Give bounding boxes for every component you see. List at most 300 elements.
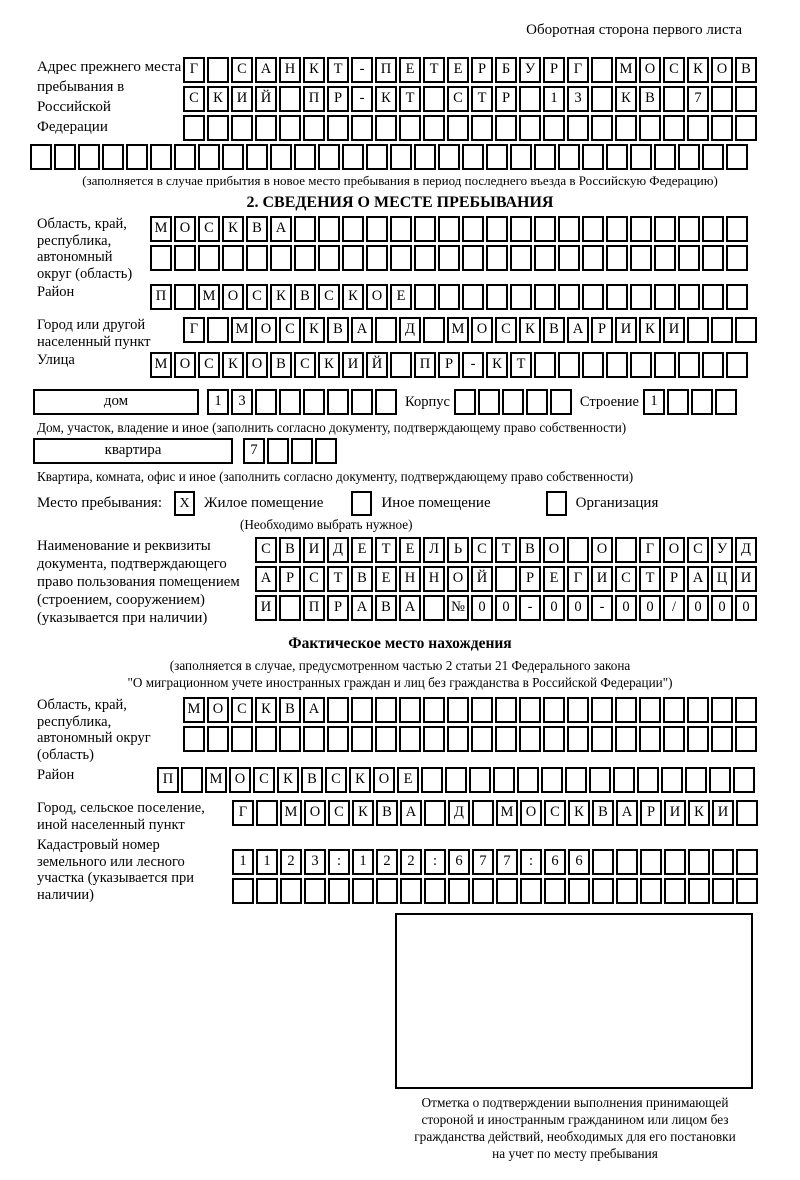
form-cell[interactable]: В — [294, 284, 316, 310]
form-cell[interactable] — [712, 878, 734, 904]
form-cell[interactable] — [615, 537, 637, 563]
form-cell[interactable] — [342, 245, 364, 271]
form-cell[interactable] — [207, 317, 229, 343]
form-cell[interactable]: 0 — [567, 595, 589, 621]
form-cell[interactable] — [582, 245, 604, 271]
form-cell[interactable]: Б — [495, 57, 517, 83]
form-cell[interactable]: С — [615, 566, 637, 592]
form-cell[interactable]: Д — [399, 317, 421, 343]
form-cell[interactable]: 0 — [687, 595, 709, 621]
form-cell[interactable]: Р — [543, 57, 565, 83]
form-cell[interactable] — [502, 389, 524, 415]
form-cell[interactable] — [637, 767, 659, 793]
form-cell[interactable] — [351, 697, 373, 723]
form-cell[interactable]: К — [255, 697, 277, 723]
form-cell[interactable] — [712, 849, 734, 875]
form-cell[interactable] — [472, 878, 494, 904]
form-cell[interactable]: А — [351, 595, 373, 621]
form-cell[interactable] — [558, 352, 580, 378]
form-cell[interactable] — [30, 144, 52, 170]
form-cell[interactable] — [174, 284, 196, 310]
form-cell[interactable] — [711, 86, 733, 112]
form-cell[interactable] — [654, 216, 676, 242]
form-cell[interactable]: К — [277, 767, 299, 793]
form-cell[interactable] — [423, 115, 445, 141]
form-cell[interactable] — [279, 595, 301, 621]
form-cell[interactable] — [709, 767, 731, 793]
form-cell[interactable]: 0 — [615, 595, 637, 621]
form-cell[interactable] — [735, 726, 757, 752]
form-cell[interactable] — [270, 144, 292, 170]
form-cell[interactable] — [303, 115, 325, 141]
form-cell[interactable] — [606, 245, 628, 271]
form-cell[interactable] — [183, 115, 205, 141]
form-cell[interactable] — [493, 767, 515, 793]
form-cell[interactable] — [291, 438, 313, 464]
form-cell[interactable] — [592, 878, 614, 904]
form-cell[interactable] — [327, 389, 349, 415]
form-cell[interactable] — [568, 878, 590, 904]
form-cell[interactable] — [520, 878, 542, 904]
form-cell[interactable] — [702, 216, 724, 242]
form-cell[interactable]: В — [279, 537, 301, 563]
form-cell[interactable]: Г — [183, 317, 205, 343]
form-cell[interactable]: В — [327, 317, 349, 343]
form-cell[interactable]: Р — [663, 566, 685, 592]
form-cell[interactable] — [390, 216, 412, 242]
form-cell[interactable] — [448, 878, 470, 904]
form-cell[interactable] — [327, 726, 349, 752]
form-cell[interactable] — [390, 144, 412, 170]
form-cell[interactable] — [222, 245, 244, 271]
form-cell[interactable] — [256, 800, 278, 826]
form-cell[interactable] — [687, 317, 709, 343]
form-cell[interactable] — [711, 115, 733, 141]
form-cell[interactable]: Ц — [711, 566, 733, 592]
form-cell[interactable] — [678, 216, 700, 242]
form-cell[interactable]: 1 — [543, 86, 565, 112]
form-cell[interactable]: Е — [397, 767, 419, 793]
form-cell[interactable] — [421, 767, 443, 793]
form-cell[interactable] — [517, 767, 539, 793]
form-cell[interactable]: А — [400, 800, 422, 826]
form-cell[interactable]: Т — [423, 57, 445, 83]
form-cell[interactable] — [667, 389, 689, 415]
form-cell[interactable] — [342, 216, 364, 242]
form-cell[interactable] — [616, 849, 638, 875]
form-cell[interactable]: И — [255, 595, 277, 621]
form-cell[interactable] — [207, 115, 229, 141]
form-cell[interactable]: - — [351, 57, 373, 83]
form-cell[interactable] — [615, 726, 637, 752]
form-cell[interactable] — [567, 537, 589, 563]
form-cell[interactable] — [550, 389, 572, 415]
form-cell[interactable]: В — [592, 800, 614, 826]
form-cell[interactable]: М — [198, 284, 220, 310]
form-cell[interactable]: К — [568, 800, 590, 826]
form-cell[interactable]: О — [304, 800, 326, 826]
form-cell[interactable]: И — [615, 317, 637, 343]
form-cell[interactable]: Р — [327, 595, 349, 621]
form-cell[interactable]: № — [447, 595, 469, 621]
form-cell[interactable]: Й — [255, 86, 277, 112]
form-cell[interactable]: Е — [447, 57, 469, 83]
form-cell[interactable] — [630, 245, 652, 271]
form-cell[interactable]: 1 — [256, 849, 278, 875]
form-cell[interactable] — [375, 726, 397, 752]
form-cell[interactable]: В — [639, 86, 661, 112]
form-cell[interactable] — [174, 144, 196, 170]
form-cell[interactable] — [414, 144, 436, 170]
form-cell[interactable] — [663, 115, 685, 141]
form-cell[interactable]: К — [222, 352, 244, 378]
form-cell[interactable] — [735, 86, 757, 112]
form-cell[interactable]: К — [349, 767, 371, 793]
form-cell[interactable] — [318, 216, 340, 242]
form-cell[interactable]: В — [301, 767, 323, 793]
form-cell[interactable] — [534, 245, 556, 271]
form-cell[interactable] — [279, 115, 301, 141]
form-cell[interactable] — [390, 245, 412, 271]
form-cell[interactable] — [654, 352, 676, 378]
form-cell[interactable] — [375, 115, 397, 141]
form-cell[interactable] — [246, 245, 268, 271]
form-cell[interactable] — [495, 566, 517, 592]
form-cell[interactable]: А — [687, 566, 709, 592]
form-cell[interactable] — [592, 849, 614, 875]
form-cell[interactable] — [486, 216, 508, 242]
form-cell[interactable]: К — [318, 352, 340, 378]
form-cell[interactable]: М — [150, 216, 172, 242]
form-cell[interactable]: 6 — [448, 849, 470, 875]
form-cell[interactable] — [279, 389, 301, 415]
form-cell[interactable]: 7 — [472, 849, 494, 875]
form-cell[interactable] — [591, 726, 613, 752]
form-cell[interactable] — [589, 767, 611, 793]
form-cell[interactable]: К — [486, 352, 508, 378]
form-cell[interactable] — [438, 144, 460, 170]
form-cell[interactable] — [486, 144, 508, 170]
form-cell[interactable] — [582, 144, 604, 170]
form-cell[interactable]: С — [303, 566, 325, 592]
form-cell[interactable]: К — [615, 86, 637, 112]
form-cell[interactable] — [639, 115, 661, 141]
form-cell[interactable] — [342, 144, 364, 170]
form-cell[interactable] — [375, 317, 397, 343]
form-cell[interactable]: 2 — [400, 849, 422, 875]
form-cell[interactable]: 2 — [376, 849, 398, 875]
form-cell[interactable]: Д — [735, 537, 757, 563]
form-cell[interactable] — [222, 144, 244, 170]
form-cell[interactable]: Г — [232, 800, 254, 826]
form-cell[interactable]: И — [591, 566, 613, 592]
form-cell[interactable] — [126, 144, 148, 170]
form-cell[interactable] — [279, 726, 301, 752]
form-cell[interactable]: П — [375, 57, 397, 83]
form-cell[interactable] — [544, 878, 566, 904]
form-cell[interactable]: 0 — [471, 595, 493, 621]
form-cell[interactable] — [496, 878, 518, 904]
form-cell[interactable]: Р — [591, 317, 613, 343]
form-cell[interactable] — [687, 697, 709, 723]
form-cell[interactable]: 6 — [544, 849, 566, 875]
form-cell[interactable]: А — [255, 566, 277, 592]
form-cell[interactable]: К — [222, 216, 244, 242]
form-cell[interactable] — [702, 352, 724, 378]
form-cell[interactable]: М — [496, 800, 518, 826]
form-cell[interactable] — [198, 144, 220, 170]
form-cell[interactable]: О — [229, 767, 251, 793]
form-cell[interactable]: В — [270, 352, 292, 378]
form-cell[interactable] — [630, 284, 652, 310]
form-cell[interactable]: Е — [543, 566, 565, 592]
form-cell[interactable] — [414, 284, 436, 310]
form-cell[interactable]: Р — [471, 57, 493, 83]
form-cell[interactable] — [591, 697, 613, 723]
form-cell[interactable] — [315, 438, 337, 464]
form-cell[interactable] — [478, 389, 500, 415]
form-cell[interactable] — [685, 767, 707, 793]
form-cell[interactable] — [733, 767, 755, 793]
form-cell[interactable] — [630, 352, 652, 378]
form-cell[interactable] — [78, 144, 100, 170]
form-cell[interactable]: В — [375, 595, 397, 621]
form-cell[interactable] — [351, 726, 373, 752]
form-cell[interactable]: И — [712, 800, 734, 826]
form-cell[interactable]: : — [328, 849, 350, 875]
form-cell[interactable] — [663, 86, 685, 112]
form-cell[interactable] — [702, 284, 724, 310]
form-cell[interactable] — [294, 245, 316, 271]
form-cell[interactable]: И — [231, 86, 253, 112]
form-cell[interactable] — [303, 389, 325, 415]
form-cell[interactable]: О — [639, 57, 661, 83]
form-cell[interactable] — [328, 878, 350, 904]
form-cell[interactable] — [615, 115, 637, 141]
form-cell[interactable]: С — [318, 284, 340, 310]
form-cell[interactable] — [606, 216, 628, 242]
form-cell[interactable]: 6 — [568, 849, 590, 875]
form-cell[interactable] — [294, 216, 316, 242]
form-cell[interactable] — [534, 352, 556, 378]
form-cell[interactable] — [366, 216, 388, 242]
form-cell[interactable] — [654, 284, 676, 310]
form-cell[interactable] — [231, 726, 253, 752]
form-cell[interactable]: О — [255, 317, 277, 343]
form-cell[interactable] — [472, 800, 494, 826]
form-cell[interactable] — [207, 57, 229, 83]
form-cell[interactable]: А — [270, 216, 292, 242]
form-cell[interactable]: А — [567, 317, 589, 343]
form-cell[interactable] — [736, 849, 758, 875]
form-cell[interactable] — [711, 697, 733, 723]
form-cell[interactable] — [255, 726, 277, 752]
form-cell[interactable] — [664, 878, 686, 904]
form-cell[interactable]: М — [205, 767, 227, 793]
form-cell[interactable]: С — [231, 57, 253, 83]
form-cell[interactable]: 3 — [304, 849, 326, 875]
form-cell[interactable] — [438, 216, 460, 242]
form-cell[interactable] — [267, 438, 289, 464]
form-cell[interactable]: О — [246, 352, 268, 378]
form-cell[interactable] — [534, 284, 556, 310]
form-cell[interactable] — [654, 245, 676, 271]
form-cell[interactable] — [327, 697, 349, 723]
form-cell[interactable] — [541, 767, 563, 793]
form-cell[interactable] — [351, 115, 373, 141]
form-cell[interactable] — [565, 767, 587, 793]
form-cell[interactable]: О — [471, 317, 493, 343]
form-cell[interactable]: 3 — [231, 389, 253, 415]
form-cell[interactable] — [640, 878, 662, 904]
form-cell[interactable] — [726, 144, 748, 170]
form-cell[interactable]: Г — [639, 537, 661, 563]
form-cell[interactable] — [255, 389, 277, 415]
form-cell[interactable]: Р — [640, 800, 662, 826]
form-cell[interactable] — [469, 767, 491, 793]
form-cell[interactable]: С — [255, 537, 277, 563]
form-cell[interactable]: М — [183, 697, 205, 723]
form-cell[interactable] — [181, 767, 203, 793]
form-cell[interactable]: Е — [390, 284, 412, 310]
form-cell[interactable]: В — [543, 317, 565, 343]
form-cell[interactable] — [663, 726, 685, 752]
form-cell[interactable]: М — [231, 317, 253, 343]
form-cell[interactable]: Р — [327, 86, 349, 112]
form-cell[interactable]: А — [351, 317, 373, 343]
form-cell[interactable]: : — [520, 849, 542, 875]
form-cell[interactable] — [567, 115, 589, 141]
form-cell[interactable] — [606, 144, 628, 170]
form-cell[interactable] — [526, 389, 548, 415]
form-cell[interactable]: - — [462, 352, 484, 378]
form-cell[interactable]: Ь — [447, 537, 469, 563]
form-cell[interactable] — [279, 86, 301, 112]
form-cell[interactable] — [423, 317, 445, 343]
form-cell[interactable]: 0 — [735, 595, 757, 621]
form-cell[interactable] — [613, 767, 635, 793]
form-cell[interactable] — [615, 697, 637, 723]
form-cell[interactable] — [495, 697, 517, 723]
form-cell[interactable] — [664, 849, 686, 875]
form-cell[interactable] — [616, 878, 638, 904]
form-cell[interactable]: В — [351, 566, 373, 592]
form-cell[interactable]: М — [447, 317, 469, 343]
form-cell[interactable]: О — [591, 537, 613, 563]
form-cell[interactable] — [150, 245, 172, 271]
form-cell[interactable]: К — [270, 284, 292, 310]
form-cell[interactable] — [376, 878, 398, 904]
form-cell[interactable] — [318, 144, 340, 170]
form-cell[interactable]: К — [688, 800, 710, 826]
form-cell[interactable]: 0 — [543, 595, 565, 621]
form-cell[interactable]: К — [352, 800, 374, 826]
form-cell[interactable] — [414, 216, 436, 242]
form-cell[interactable] — [510, 245, 532, 271]
form-cell[interactable]: М — [280, 800, 302, 826]
form-cell[interactable]: Т — [471, 86, 493, 112]
form-cell[interactable] — [510, 144, 532, 170]
form-cell[interactable] — [702, 144, 724, 170]
form-cell[interactable] — [582, 352, 604, 378]
form-cell[interactable]: Г — [567, 566, 589, 592]
form-cell[interactable] — [736, 800, 758, 826]
form-cell[interactable]: С — [231, 697, 253, 723]
form-cell[interactable] — [471, 726, 493, 752]
form-cell[interactable] — [715, 389, 737, 415]
form-cell[interactable] — [423, 697, 445, 723]
other-premises-checkbox[interactable] — [351, 491, 372, 516]
form-cell[interactable] — [510, 284, 532, 310]
form-cell[interactable]: Е — [351, 537, 373, 563]
form-cell[interactable]: О — [447, 566, 469, 592]
form-cell[interactable] — [678, 245, 700, 271]
form-cell[interactable] — [318, 245, 340, 271]
form-cell[interactable]: К — [687, 57, 709, 83]
form-cell[interactable] — [519, 726, 541, 752]
form-cell[interactable] — [471, 115, 493, 141]
form-cell[interactable]: 0 — [495, 595, 517, 621]
form-cell[interactable] — [630, 144, 652, 170]
form-cell[interactable]: Р — [279, 566, 301, 592]
form-cell[interactable] — [678, 352, 700, 378]
form-cell[interactable]: А — [616, 800, 638, 826]
form-cell[interactable]: П — [414, 352, 436, 378]
form-cell[interactable] — [639, 726, 661, 752]
form-cell[interactable] — [591, 115, 613, 141]
form-cell[interactable]: 1 — [643, 389, 665, 415]
form-cell[interactable] — [640, 849, 662, 875]
form-cell[interactable]: М — [615, 57, 637, 83]
form-cell[interactable] — [558, 284, 580, 310]
form-cell[interactable]: Д — [448, 800, 470, 826]
form-cell[interactable]: Е — [399, 57, 421, 83]
form-cell[interactable] — [606, 284, 628, 310]
form-cell[interactable]: С — [279, 317, 301, 343]
form-cell[interactable]: И — [735, 566, 757, 592]
form-cell[interactable]: В — [519, 537, 541, 563]
form-cell[interactable]: 2 — [280, 849, 302, 875]
form-cell[interactable]: С — [447, 86, 469, 112]
form-cell[interactable] — [231, 115, 253, 141]
form-cell[interactable]: М — [150, 352, 172, 378]
form-cell[interactable] — [102, 144, 124, 170]
form-cell[interactable] — [246, 144, 268, 170]
form-cell[interactable]: А — [399, 595, 421, 621]
form-cell[interactable] — [687, 726, 709, 752]
form-cell[interactable] — [255, 115, 277, 141]
form-cell[interactable]: - — [591, 595, 613, 621]
form-cell[interactable]: 1 — [232, 849, 254, 875]
form-cell[interactable] — [736, 878, 758, 904]
form-cell[interactable] — [198, 245, 220, 271]
form-cell[interactable] — [486, 284, 508, 310]
form-cell[interactable]: Т — [327, 57, 349, 83]
form-cell[interactable] — [630, 216, 652, 242]
form-cell[interactable]: С — [544, 800, 566, 826]
form-cell[interactable]: Е — [375, 566, 397, 592]
form-cell[interactable]: 7 — [243, 438, 265, 464]
form-cell[interactable] — [711, 726, 733, 752]
form-cell[interactable] — [661, 767, 683, 793]
form-cell[interactable] — [447, 726, 469, 752]
form-cell[interactable]: И — [663, 317, 685, 343]
form-cell[interactable]: О — [373, 767, 395, 793]
form-cell[interactable]: С — [495, 317, 517, 343]
form-cell[interactable]: О — [222, 284, 244, 310]
form-cell[interactable] — [424, 800, 446, 826]
form-cell[interactable]: Н — [423, 566, 445, 592]
